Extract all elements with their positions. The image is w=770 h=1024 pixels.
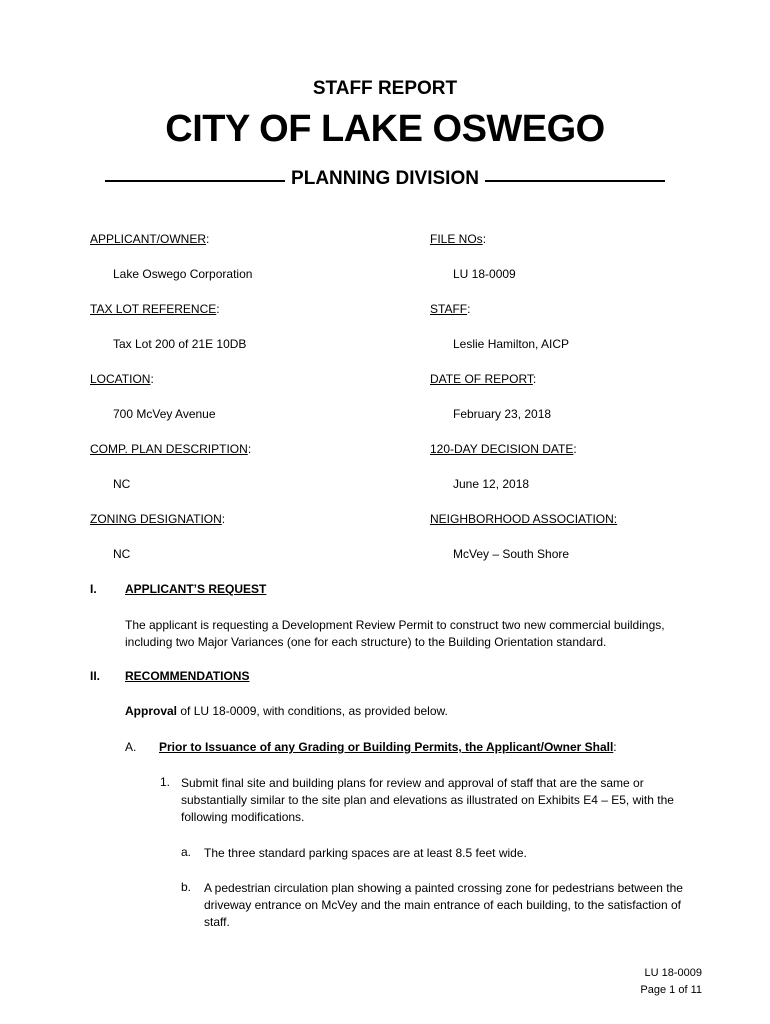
neighborhood-value: McVey – South Shore xyxy=(453,547,570,561)
taxlot-label: TAX LOT REFERENCE xyxy=(90,302,217,316)
sub-b-text: A pedestrian circulation plan showing a painted crossing zone for pedestrians between the driveway entrance on McVey and the main entrance of each building, to the satisfaction of staff. xyxy=(204,881,683,929)
neighborhood-label: NEIGHBORHOOD ASSOCIATION: xyxy=(430,512,618,526)
section-1-number: I. xyxy=(90,582,97,596)
item-1-text: Submit final site and building plans for review and approval of staff that are the same or substantially similar to the site plan and elevations as illustrated on Exhibits E4 – E5, with the following modifications. xyxy=(181,776,674,824)
footer-page-number: Page 1 of 11 xyxy=(640,984,702,996)
date-label-row: DATE OF REPORT: xyxy=(430,372,537,386)
approval-bold: Approval xyxy=(125,704,178,718)
subsection-a-title-row: Prior to Issuance of any Grading or Building Permits, the Applicant/Owner Shall: xyxy=(159,740,617,754)
item-1-number: 1. xyxy=(160,775,171,789)
footer-file-number: LU 18-0009 xyxy=(644,967,702,979)
zoning-label: ZONING DESIGNATION xyxy=(90,512,222,526)
city-title: CITY OF LAKE OSWEGO xyxy=(165,108,605,150)
location-label: LOCATION xyxy=(90,372,151,386)
sub-a-text: The three standard parking spaces are at least 8.5 feet wide. xyxy=(204,846,527,860)
section-1-title: APPLICANT’S REQUEST xyxy=(125,582,267,596)
sub-a-letter: a. xyxy=(181,845,192,859)
right-rule xyxy=(485,180,665,182)
date-value: February 23, 2018 xyxy=(453,407,552,421)
staff-label-row: STAFF: xyxy=(430,302,471,316)
report-type-heading: STAFF REPORT xyxy=(312,78,458,99)
date-label: DATE OF REPORT xyxy=(430,372,533,386)
left-rule xyxy=(105,180,285,182)
decision-label: 120-DAY DECISION DATE xyxy=(430,442,574,456)
comp-label: COMP. PLAN DESCRIPTION xyxy=(90,442,248,456)
subsection-a-title: Prior to Issuance of any Grading or Building Permits, the Applicant/Owner Shall xyxy=(159,740,614,754)
file-value: LU 18-0009 xyxy=(453,267,516,281)
applicant-value: Lake Oswego Corporation xyxy=(113,267,253,281)
staff-label: STAFF xyxy=(430,302,468,316)
location-label-row: LOCATION: xyxy=(90,372,154,386)
section-2-title: RECOMMENDATIONS xyxy=(125,669,250,683)
decision-value: June 12, 2018 xyxy=(453,477,530,491)
approval-rest: of LU 18-0009, with conditions, as provided below. xyxy=(177,704,448,718)
section-1-body: The applicant is requesting a Development Review Permit to construct two new commercial buildings, including two Major Variances (one for each structure) to the Building Orientation standard. xyxy=(125,618,665,649)
zoning-label-row: ZONING DESIGNATION: xyxy=(90,512,226,526)
approval-line xyxy=(125,704,448,718)
taxlot-value: Tax Lot 200 of 21E 10DB xyxy=(113,337,247,351)
decision-label-row: 120-DAY DECISION DATE: xyxy=(430,442,577,456)
comp-value: NC xyxy=(113,477,131,491)
section-2-number: II. xyxy=(90,669,101,683)
footer xyxy=(640,965,702,999)
location-value: 700 McVey Avenue xyxy=(113,407,216,421)
division-title: PLANNING DIVISION xyxy=(291,168,479,189)
division-heading-row xyxy=(0,168,770,190)
subsection-a-letter: A. xyxy=(125,740,137,754)
applicant-label-row: APPLICANT/OWNER: xyxy=(90,232,210,246)
file-label: FILE NOs xyxy=(430,232,483,246)
staff-value: Leslie Hamilton, AICP xyxy=(453,337,570,351)
applicant-label: APPLICANT/OWNER xyxy=(90,232,207,246)
file-label-row: FILE NOs: xyxy=(430,232,487,246)
sub-b-letter: b. xyxy=(181,880,192,894)
zoning-value: NC xyxy=(113,547,131,561)
comp-label-row: COMP. PLAN DESCRIPTION: xyxy=(90,442,252,456)
neighborhood-label-row xyxy=(430,512,617,526)
taxlot-label-row: TAX LOT REFERENCE: xyxy=(90,302,220,316)
